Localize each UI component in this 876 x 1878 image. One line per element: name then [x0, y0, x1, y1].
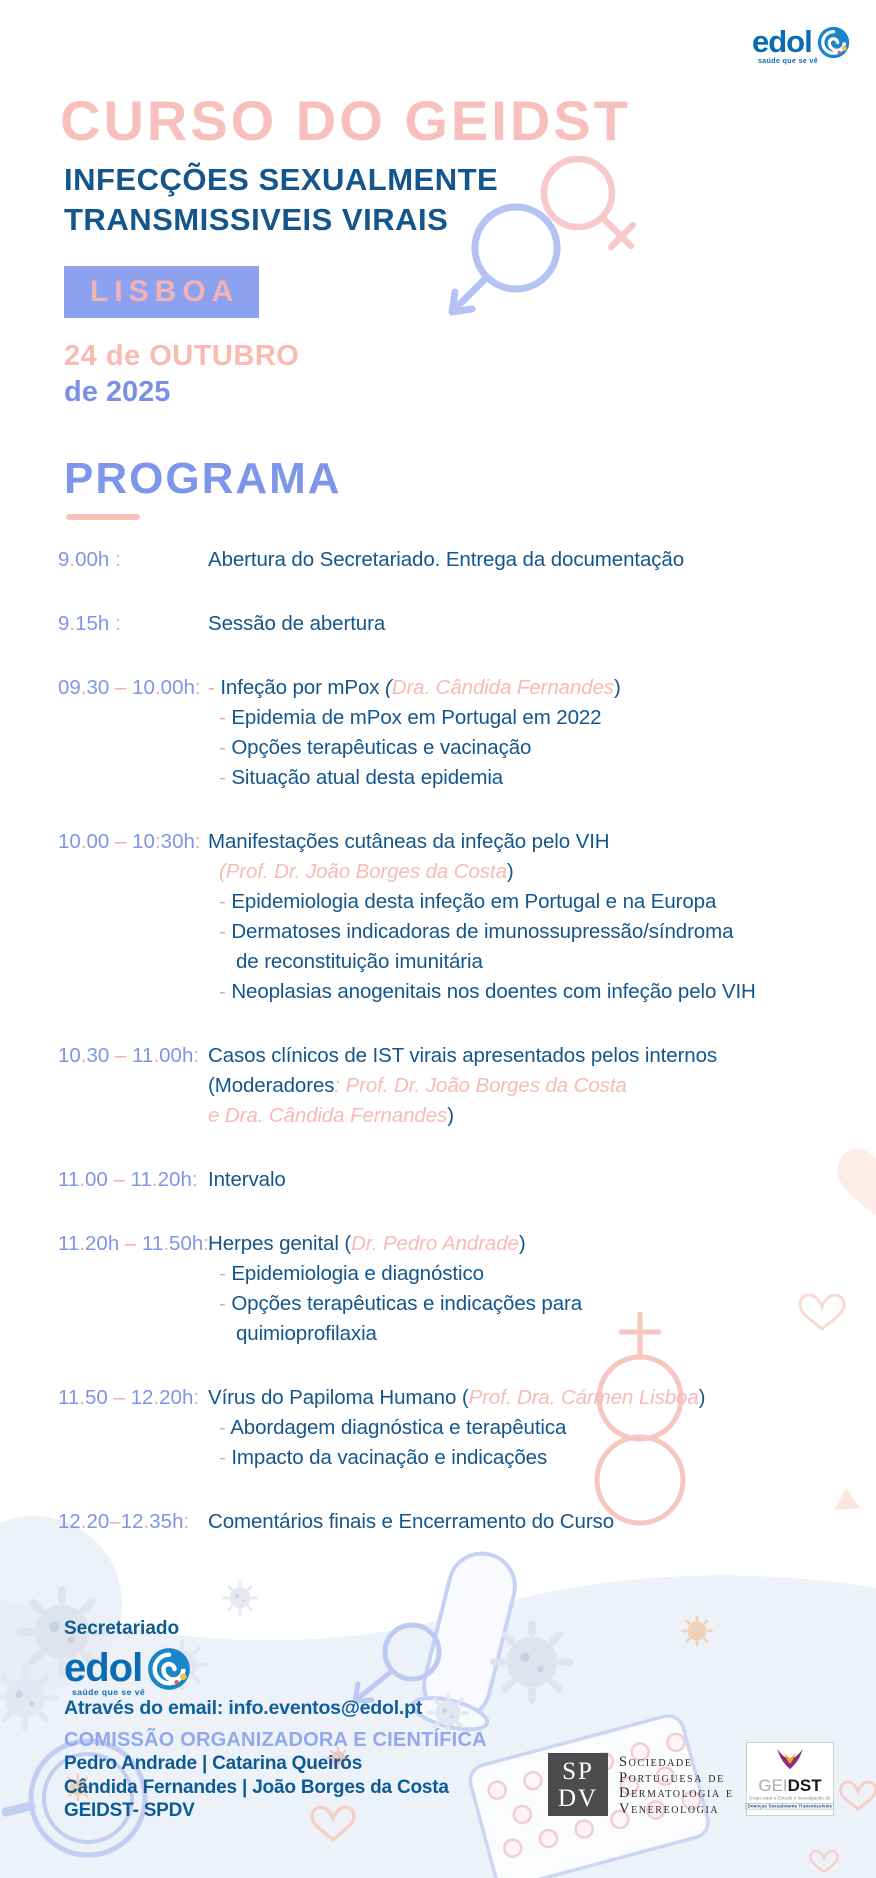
- schedule-row: [58, 673, 848, 793]
- spdv-name-line: Venereologia: [619, 1800, 720, 1817]
- geidst-wordmark: [758, 1777, 821, 1794]
- heading-underline: [66, 514, 140, 520]
- committee-line: Pedro Andrade | Catarina Queirós: [64, 1753, 363, 1774]
- committee-names: [64, 1752, 449, 1823]
- schedule-row: [58, 545, 848, 575]
- schedule-time: 11.50 – 12.20h:: [58, 1386, 200, 1409]
- spdv-name-line: Dermatologia e: [619, 1785, 734, 1801]
- schedule-row: [58, 1165, 848, 1195]
- virus-germ-icon: [429, 1694, 467, 1732]
- schedule-row: [58, 1507, 848, 1537]
- edol-logo-footer: [64, 1646, 191, 1697]
- schedule-line: (Prof. Dr. João Borges da Costa): [219, 860, 514, 883]
- schedule-time: 11.20h – 11.50h:: [58, 1232, 209, 1255]
- schedule-time: 11.00 – 11.20h:: [58, 1168, 198, 1191]
- schedule-time: 09.30 – 10.00h:: [58, 676, 201, 699]
- schedule-line: - Dermatoses indicadoras de imunossupressão/síndroma: [219, 920, 734, 943]
- schedule-line: - Situação atual desta epidemia: [219, 766, 504, 789]
- spdv-name-line: Sociedade: [619, 1754, 693, 1770]
- page-subtitle: [64, 160, 498, 240]
- schedule-line: Manifestações cutâneas da infeção pelo VIH: [208, 830, 610, 853]
- edol-logo-row: [752, 24, 850, 60]
- schedule-content: [208, 1165, 848, 1195]
- schedule-content: [208, 673, 848, 793]
- secretariat-label: Secretariado: [64, 1618, 180, 1639]
- edol-swirl-icon: [817, 26, 850, 59]
- spdv-name-line: Portuguesa de: [619, 1769, 725, 1786]
- schedule-content: [208, 1507, 848, 1537]
- program-heading: PROGRAMA: [64, 454, 342, 503]
- edol-wordmark: edol: [752, 24, 812, 59]
- schedule-content: [208, 1383, 848, 1473]
- geidst-logo: [746, 1742, 834, 1816]
- schedule-line: Vírus do Papiloma Humano (Prof. Dra. Cármen Lisboa): [208, 1386, 706, 1409]
- spdv-logo: [548, 1753, 734, 1817]
- spdv-name: [619, 1753, 734, 1817]
- schedule-line: - Epidemiologia e diagnóstico: [219, 1262, 484, 1285]
- contact-email-line: Através do email: info.eventos@edol.pt: [64, 1697, 423, 1719]
- page-title: CURSO DO GEIDST: [60, 89, 631, 152]
- schedule-content: [208, 1229, 848, 1349]
- schedule-line: Abertura do Secretariado. Entrega da documentação: [208, 548, 685, 571]
- geidst-caption-line: Grupo para o Estudo e Investigação de: [749, 1796, 831, 1802]
- spdv-logo-square: [548, 1753, 608, 1816]
- geidst-gei: GEI: [758, 1776, 788, 1795]
- schedule-time: 10.00 – 10:30h:: [58, 830, 201, 853]
- schedule-line: quimioprofilaxia: [236, 1322, 377, 1345]
- schedule-time: 10.30 – 11.00h:: [58, 1044, 200, 1067]
- schedule-line: (Moderadores: Prof. Dr. João Borges da Costa: [208, 1074, 627, 1097]
- edol-tagline: saúde que se vê: [758, 58, 819, 65]
- virus-germ-icon: [494, 1624, 571, 1701]
- location-badge: LISBOA: [64, 266, 259, 318]
- schedule-line: Sessão de abertura: [208, 612, 386, 635]
- schedule-content: [208, 1041, 848, 1131]
- schedule-content: [208, 827, 848, 1007]
- spdv-abbr-line: SP: [562, 1757, 594, 1785]
- schedule-row: [58, 1041, 848, 1131]
- committee-line: GEIDST- SPDV: [64, 1800, 195, 1821]
- schedule-row: [58, 609, 848, 639]
- schedule-row: [58, 1229, 848, 1349]
- schedule-line: - Impacto da vacinação e indicações: [219, 1446, 548, 1469]
- schedule-line: Herpes genital (Dr. Pedro Andrade): [208, 1232, 526, 1255]
- schedule-line: - Opções terapêuticas e vacinação: [219, 736, 532, 759]
- schedule-content: [208, 545, 848, 575]
- event-date-line-2: de 2025: [64, 376, 171, 408]
- geidst-bird-icon: [773, 1747, 807, 1776]
- edol-logo: [752, 24, 850, 65]
- edol-logo-row: [64, 1646, 191, 1691]
- schedule-content: [208, 609, 848, 639]
- schedule-line: e Dra. Cândida Fernandes): [208, 1104, 454, 1127]
- committee-line: Cândida Fernandes | João Borges da Costa: [64, 1776, 449, 1798]
- schedule-row: [58, 1383, 848, 1473]
- subtitle-line-2: TRANSMISSIVEIS VIRAIS: [64, 202, 449, 237]
- schedule-line: - Abordagem diagnóstica e terapêutica: [219, 1416, 567, 1439]
- spdv-abbr-line: DV: [557, 1784, 599, 1812]
- schedule-line: - Epidemiologia desta infeção em Portugal e na Europa: [219, 890, 717, 913]
- schedule-line: Comentários finais e Encerramento do Curso: [208, 1510, 614, 1533]
- schedule-row: [58, 827, 848, 1007]
- edol-wordmark: edol: [64, 1646, 143, 1690]
- schedule-line: - Infeção por mPox (Dra. Cândida Fernandes): [208, 676, 621, 699]
- schedule-line: Casos clínicos de IST virais apresentados pelos internos: [208, 1044, 718, 1067]
- event-date-line-1: 24 de OUTUBRO: [64, 340, 300, 372]
- program-schedule: [58, 545, 848, 1571]
- schedule-line: - Epidemia de mPox em Portugal em 2022: [219, 706, 602, 729]
- committee-heading: COMISSÃO ORGANIZADORA E CIENTÍFICA: [64, 1729, 487, 1751]
- virus-germ-icon: [224, 1582, 256, 1614]
- schedule-line: - Neoplasias anogenitais nos doentes com infeção pelo VIH: [219, 980, 756, 1003]
- edol-tagline: saúde que se vê: [72, 1687, 146, 1697]
- geidst-dst: DST: [787, 1776, 822, 1795]
- geidst-caption-line: Doenças Sexualmente Transmissíveis: [746, 1803, 835, 1809]
- schedule-line: - Opções terapêuticas e indicações para: [219, 1292, 583, 1315]
- schedule-time: 12.20–12.35h:: [58, 1510, 190, 1533]
- schedule-time: 9.15h :: [58, 612, 121, 635]
- schedule-line: Intervalo: [208, 1168, 286, 1191]
- schedule-time: 9.00h :: [58, 548, 121, 571]
- edol-swirl-icon: [147, 1647, 191, 1691]
- schedule-line: de reconstituição imunitária: [236, 950, 483, 973]
- subtitle-line-1: INFECÇÕES SEXUALMENTE: [64, 162, 499, 197]
